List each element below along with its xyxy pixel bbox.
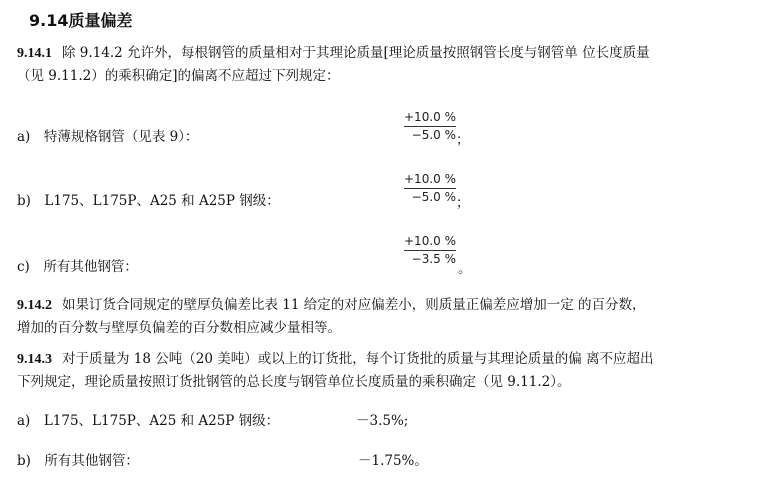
- tolerance-upper: +10.0 %: [404, 110, 456, 124]
- section-heading: 9.14质量偏差: [29, 11, 133, 30]
- fraction-rule: [404, 126, 456, 127]
- list-item-value: －3.5%;: [356, 413, 409, 429]
- paragraph-line: 下列规定，理论质量按照订货批钢管的总长度与钢管单位长度质量的乘积确定（见 9.11.2）。: [17, 374, 571, 390]
- paragraph-line: （见 9.11.2）的乘积确定]的偏离不应超过下列规定：: [17, 68, 340, 84]
- tolerance-fraction: [404, 172, 456, 204]
- list-item-terminator: 。: [458, 261, 472, 277]
- paragraph-line: 增加的百分数与壁厚负偏差的百分数相应减少量相等。: [17, 320, 341, 336]
- list-item-label: b) 所有其他钢管：: [17, 453, 139, 469]
- tolerance-lower: −5.0 %: [411, 128, 456, 142]
- list-item-label: a) 特薄规格钢管（见表 9）：: [17, 129, 199, 145]
- fraction-rule: [404, 188, 456, 189]
- list-item-label: b) L175、L175P、A25 和 A25P 钢级：: [17, 193, 280, 209]
- list-item-value: －1.75%。: [358, 453, 428, 469]
- tolerance-upper: +10.0 %: [404, 172, 456, 186]
- list-item-label: c) 所有其他钢管：: [17, 259, 138, 275]
- tolerance-fraction: [404, 110, 456, 142]
- paragraph-line: 对于质量为 18 公吨（20 美吨）或以上的订货批，每个订货批的质量与其理论质量的偏 离不应超出: [62, 351, 654, 367]
- fraction-rule: [404, 250, 456, 251]
- tolerance-upper: +10.0 %: [404, 234, 456, 248]
- tolerance-lower: −3.5 %: [411, 252, 456, 266]
- paragraph-line: 如果订货合同规定的壁厚负偏差比表 11 给定的对应偏差小，则质量正偏差应增加一定 的百分数，: [62, 297, 646, 313]
- clause-number: 9.14.3: [17, 352, 52, 367]
- clause-number: 9.14.2: [17, 298, 52, 313]
- list-item-label: a) L175、L175P、A25 和 A25P 钢级：: [17, 413, 280, 429]
- tolerance-fraction: [404, 234, 456, 266]
- paragraph-line: 除 9.14.2 允许外，每根钢管的质量相对于其理论质量[理论质量按照钢管长度与钢管单 位长度质量: [62, 45, 650, 61]
- paragraph-9-14-2: [17, 294, 646, 339]
- paragraph-9-14-3: [17, 348, 654, 393]
- list-item-terminator: ；: [456, 195, 470, 211]
- list-item-terminator: ；: [456, 132, 470, 148]
- clause-number: 9.14.1: [17, 46, 52, 61]
- tolerance-lower: −5.0 %: [411, 190, 456, 204]
- paragraph-9-14-1: [17, 42, 650, 87]
